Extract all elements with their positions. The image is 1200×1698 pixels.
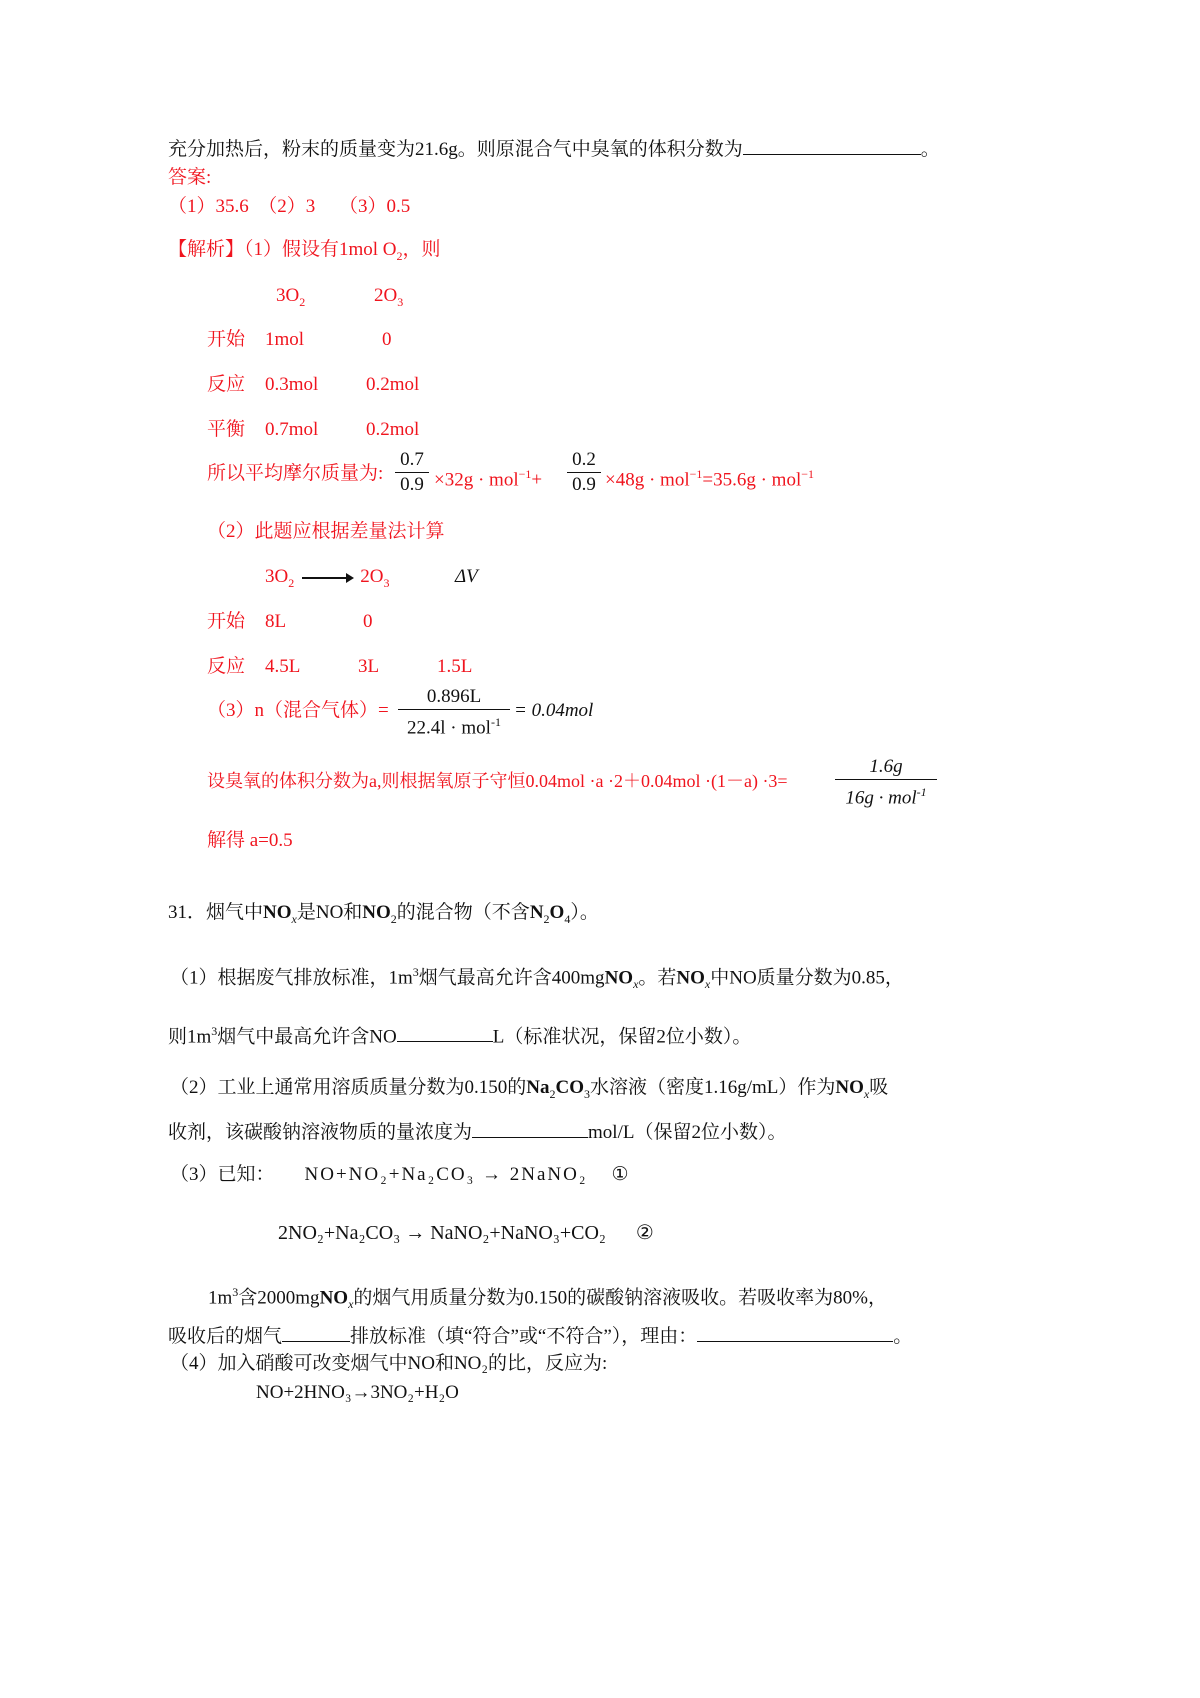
table2-header: $3O_2$ $2O_3$ ΔV (265, 566, 478, 590)
avg-term-2: ×48g · mol$^{-1}$=35.6g · mol$^{-1}$ (605, 467, 815, 491)
q31-part3-text: $1m^3$含2000mgNO$_x$的烟气用质量分数为0.150的碳酸钠溶液吸收。若吸收率为80%， (208, 1285, 887, 1312)
table1-row: 开始 1mol 0 (207, 329, 392, 350)
answer-blank (472, 1119, 588, 1138)
fraction-3: 0.896L 22.4l · mol$^{-1}$ (398, 685, 510, 740)
answer-blank (743, 136, 921, 155)
answer-label: 答案: (168, 167, 212, 188)
table2-row: 反应 4.5L 3L 1.5L (207, 656, 473, 677)
ozone-equation: 设臭氧的体积分数为a,则根据氧原子守恒0.04mol ·a ·2＋0.04mol ·(1－a) ·3= (207, 771, 788, 791)
q31-part3-cont: 吸收后的烟气 排放标准（填“符合”或“不符合”），理由： 。 (168, 1323, 912, 1347)
question-30-tail: 充分加热后，粉末的质量变为21.6g。则原混合气中臭氧的体积分数为 。 (168, 136, 940, 160)
solution: 解得 a=0.5 (207, 830, 293, 851)
fraction-2: $\frac{0.2}{0.9}$ (567, 448, 601, 497)
analysis-heading: 【解析】（1）假设有1mol $O_2$，则 (168, 239, 441, 263)
fraction-4: 1.6g 16g · mol$^{-1}$ (835, 755, 937, 810)
answer-blank (397, 1023, 493, 1042)
table2-row: 开始 8L 0 (207, 611, 373, 632)
table1-col1: $3O_2$ (276, 285, 306, 309)
part3-result: = 0.04mol (514, 700, 594, 721)
fraction-1: $\frac{0.7}{0.9}$ (395, 448, 429, 497)
table1-col2: $2O_3$ (374, 285, 404, 309)
q31-part1: （1）根据废气排放标准，$1m^3$烟气最高允许含400mgNO$_x$。若$NO_x$中NO质量分数为0.85， (170, 965, 904, 992)
equation-2: 2NO₂+Na₂CO₃ → NaNO₂+NaNO₃+CO₂ ② (278, 1222, 654, 1244)
equation-3: NO+2HNO₃→3NO₂+H₂O (256, 1382, 459, 1403)
avg-term-1: ×32g · mol$^{-1}$+ (434, 467, 543, 491)
table1-row: 平衡 0.7mol 0.2mol (207, 419, 420, 440)
answer-blank (282, 1323, 350, 1342)
answer-blank (697, 1323, 893, 1342)
part2-heading: （2）此题应根据差量法计算 (207, 521, 445, 542)
q31-part1-cont: 则$1m^3$烟气中最高允许含NO L（标准状况，保留2位小数）。 (168, 1024, 752, 1048)
arrow-icon (302, 577, 352, 579)
answer-values: （1）35.6 （2）3 （3）0.5 (168, 196, 411, 217)
q31-part4: （4）加入硝酸可改变烟气中NO和NO₂的比，反应为: (170, 1353, 608, 1374)
q31-part2-cont: 收剂，该碳酸钠溶液物质的量浓度为 mol/L（保留2位小数）。 (168, 1119, 786, 1143)
q31-part3: （3）已知： NO+NO₂+Na₂CO₃ → 2NaNO₂ ① (170, 1164, 629, 1185)
avg-label: 所以平均摩尔质量为: (207, 463, 384, 484)
table1-row: 反应 0.3mol 0.2mol (207, 374, 420, 395)
part3-label: （3）n（混合气体）= (207, 700, 389, 721)
q31-part2: （2）工业上通常用溶质质量分数为0.150的$Na_2CO_3$水溶液（密度1.16g/mL）作为$NO_x$吸 (170, 1077, 889, 1101)
question-31-intro: 31．烟气中$NO_x$是NO和$NO_2$的混合物（不含$N_2O_4$）。 (168, 902, 599, 926)
